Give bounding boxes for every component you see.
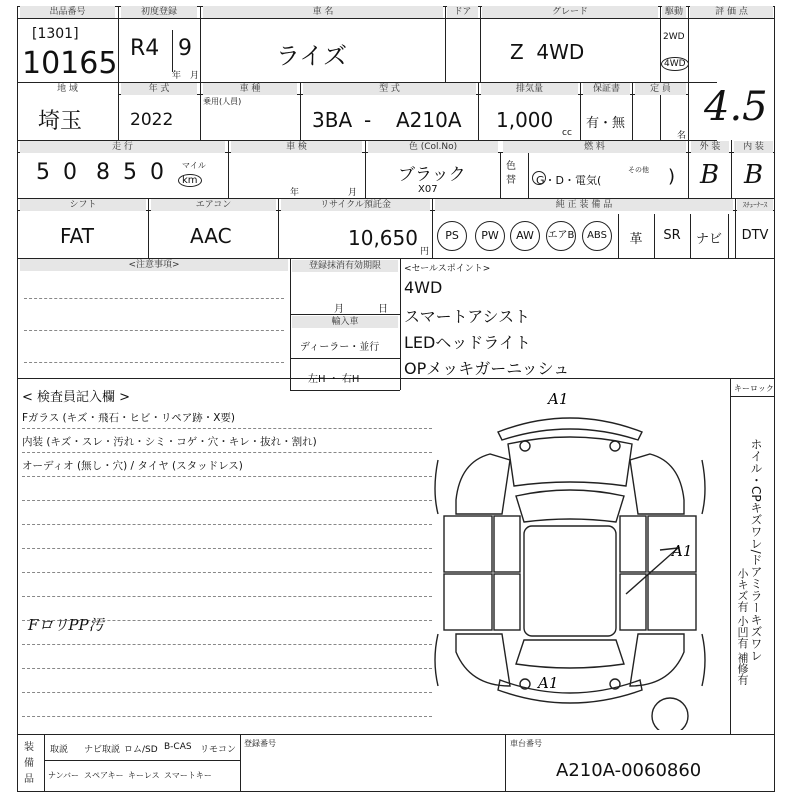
sales-points [404, 276, 734, 380]
warranty-value: 有・無 [586, 116, 626, 131]
equipment-dtv: DTV [741, 228, 769, 243]
inspector-line: Fガラス (キズ・飛石・ヒビ・リペア跡・X要) [22, 412, 236, 424]
car-name: ライズ [276, 42, 348, 70]
displacement-value: 1,000 [496, 108, 554, 132]
label-sales-points: <セールスポイント> [404, 264, 491, 274]
model-code: A210A [396, 108, 462, 132]
equipment-ps: PS [437, 221, 467, 251]
label-lot-no: 出品番号 [20, 6, 115, 18]
accessory-item: ロム/SD [124, 745, 158, 755]
label-score: 評 価 点 [690, 6, 773, 18]
label-registration-no: 登録番号 [244, 739, 276, 748]
mileage-digit: 8 [96, 160, 110, 185]
diagram-mark-right: A1 [672, 542, 693, 560]
handwritten-note: FロリPP汚 [28, 616, 104, 634]
mileage-digit: 0 [150, 160, 164, 185]
label-ext: 外 装 [691, 141, 729, 153]
lot-code: [1301] [32, 26, 79, 42]
label-first-reg: 初度登録 [121, 6, 197, 18]
model-year: 2022 [130, 110, 174, 130]
accessory-item: スペアキー [84, 771, 124, 780]
label-warranty: 保証書 [583, 83, 630, 95]
color-code: X07 [418, 184, 438, 195]
inspection-month-unit: 月 [348, 188, 358, 198]
label-aircon: エアコン [151, 199, 276, 211]
first-reg-year: 9 [178, 36, 192, 61]
reg-day: 日 [378, 304, 388, 315]
label-model-year: 年 式 [121, 83, 197, 95]
inspector-line: オーディオ (無し・穴) / タイヤ (スタッドレス) [22, 460, 243, 472]
color-swap-label: 色替 [506, 161, 516, 186]
fuel-other-note: その他 [628, 166, 649, 174]
equipment-navi: ナビ [695, 232, 722, 247]
inspection-year-unit: 年 [290, 188, 300, 198]
label-keylock: キーロック [734, 384, 774, 393]
label-inspection: 車 検 [231, 141, 362, 153]
recycle-unit: 円 [420, 247, 430, 257]
side-note-2: 小キズ有 小凹有 補修有 [736, 568, 749, 685]
equipment-airbag: エアB [546, 221, 576, 251]
car-damage-diagram [430, 390, 710, 730]
first-reg-era: R4 [130, 36, 160, 61]
accessory-row-1 [44, 736, 240, 760]
inspector-line: 内装 (キズ・スレ・汚れ・シミ・コゲ・穴・キレ・抜れ・割れ) [22, 436, 317, 448]
label-import: 輸入車 [292, 316, 398, 328]
displacement-unit: cc [562, 128, 572, 138]
accessory-item: B-CAS [164, 742, 192, 752]
label-region: 地 域 [57, 84, 78, 94]
diagram-mark-bottom: A1 [538, 674, 559, 692]
equipment-leather: 革 [629, 232, 643, 247]
model-prefix: 3BA [312, 108, 353, 132]
label-grade: グレード [482, 6, 658, 18]
int-grade: B [744, 160, 764, 190]
label-model: 型 式 [303, 83, 476, 95]
fuel-close: ) [668, 166, 676, 187]
fuel-g-circle [532, 171, 546, 185]
equipment-sunroof: SR [663, 228, 681, 243]
label-inspection-period: 登録抹消有効期限 [292, 260, 398, 272]
shift-value: FAT [60, 224, 95, 248]
drive-4wd: 4WD [661, 57, 689, 71]
color-name: ブラック [398, 165, 466, 185]
equipment-pw: PW [475, 221, 505, 251]
score-value: 4.5 [704, 84, 768, 130]
sales-point-item: 4WD [404, 278, 443, 297]
reg-month: 月 [334, 304, 344, 315]
mileage-digit: 5 [36, 160, 50, 185]
accessory-item: リモコン [200, 745, 237, 755]
mileage-unit-mile: マイル [182, 161, 206, 170]
class-note: 乗用(人員) [203, 97, 242, 106]
label-color: 色 (Col.No) [368, 141, 498, 153]
label-class: 車 種 [203, 83, 297, 95]
reg-dealer: ディーラー・並行 [300, 342, 380, 353]
label-notes: <注意事項> [20, 259, 288, 271]
capacity-unit: 名 [677, 131, 687, 141]
sales-point-item: OPメッキガーニッシュ [404, 359, 570, 378]
equipment-list [432, 214, 777, 258]
model-dash: - [364, 108, 372, 132]
sales-point-item: LEDヘッドライト [404, 333, 531, 352]
drive-2wd: 2WD [663, 32, 685, 42]
accessory-side-label: 装 備 品 [24, 742, 34, 785]
label-displacement: 排気量 [481, 83, 578, 95]
accessory-item: 取説 [50, 745, 69, 755]
equipment-aw: AW [510, 221, 540, 251]
diagram-mark-top: A1 [548, 390, 569, 408]
lot-number: 10165 [22, 46, 118, 81]
label-equipment: 純 正 装 備 品 [435, 199, 733, 211]
recycle-value: 10,650 [348, 226, 418, 250]
inspector-title: < 検査員記入欄 > [22, 390, 131, 405]
label-mileage: 走 行 [20, 141, 225, 153]
label-tuner: ｽﾁｭｰﾅｰｽ [737, 199, 773, 211]
fuel-options: G・D・電気( [536, 174, 602, 187]
accessory-row-2 [44, 762, 240, 786]
accessory-item: ナンバー [48, 771, 80, 780]
equipment-abs: ABS [582, 221, 612, 251]
accessory-item: キーレス [128, 771, 160, 780]
ext-grade: B [700, 160, 720, 190]
label-drive: 駆動 [662, 6, 686, 18]
label-capacity: 定 員 [635, 83, 686, 95]
first-reg-year-unit: 年 [172, 71, 182, 81]
label-doors: ドア [447, 6, 478, 18]
region: 埼玉 [38, 109, 83, 134]
label-shift: シフト [20, 199, 146, 211]
reg-handle: 左H ・ 右H [308, 374, 360, 385]
accessory-item: スマートキー [164, 771, 212, 780]
first-reg-month-unit: 月 [190, 71, 200, 81]
sales-point-item: スマートアシスト [404, 307, 531, 326]
label-chassis-no: 車台番号 [510, 739, 542, 748]
mileage-digits [36, 160, 186, 190]
label-fuel: 燃 料 [503, 141, 686, 153]
mileage-unit-km: km [178, 174, 202, 187]
side-note-1: ホイル・CPキズワレ/ドアミラーキズワレ [749, 438, 763, 662]
label-int: 内 装 [734, 141, 773, 153]
label-car-name: 車 名 [203, 6, 443, 18]
mileage-digit: 5 [123, 160, 137, 185]
grade: Z 4WD [510, 40, 585, 64]
label-recycle: リサイクル預託金 [281, 199, 430, 211]
aircon-value: AAC [190, 224, 232, 248]
accessory-item: ナビ取説 [84, 745, 121, 755]
chassis-number: A210A-0060860 [556, 760, 702, 781]
mileage-digit: 0 [63, 160, 77, 185]
